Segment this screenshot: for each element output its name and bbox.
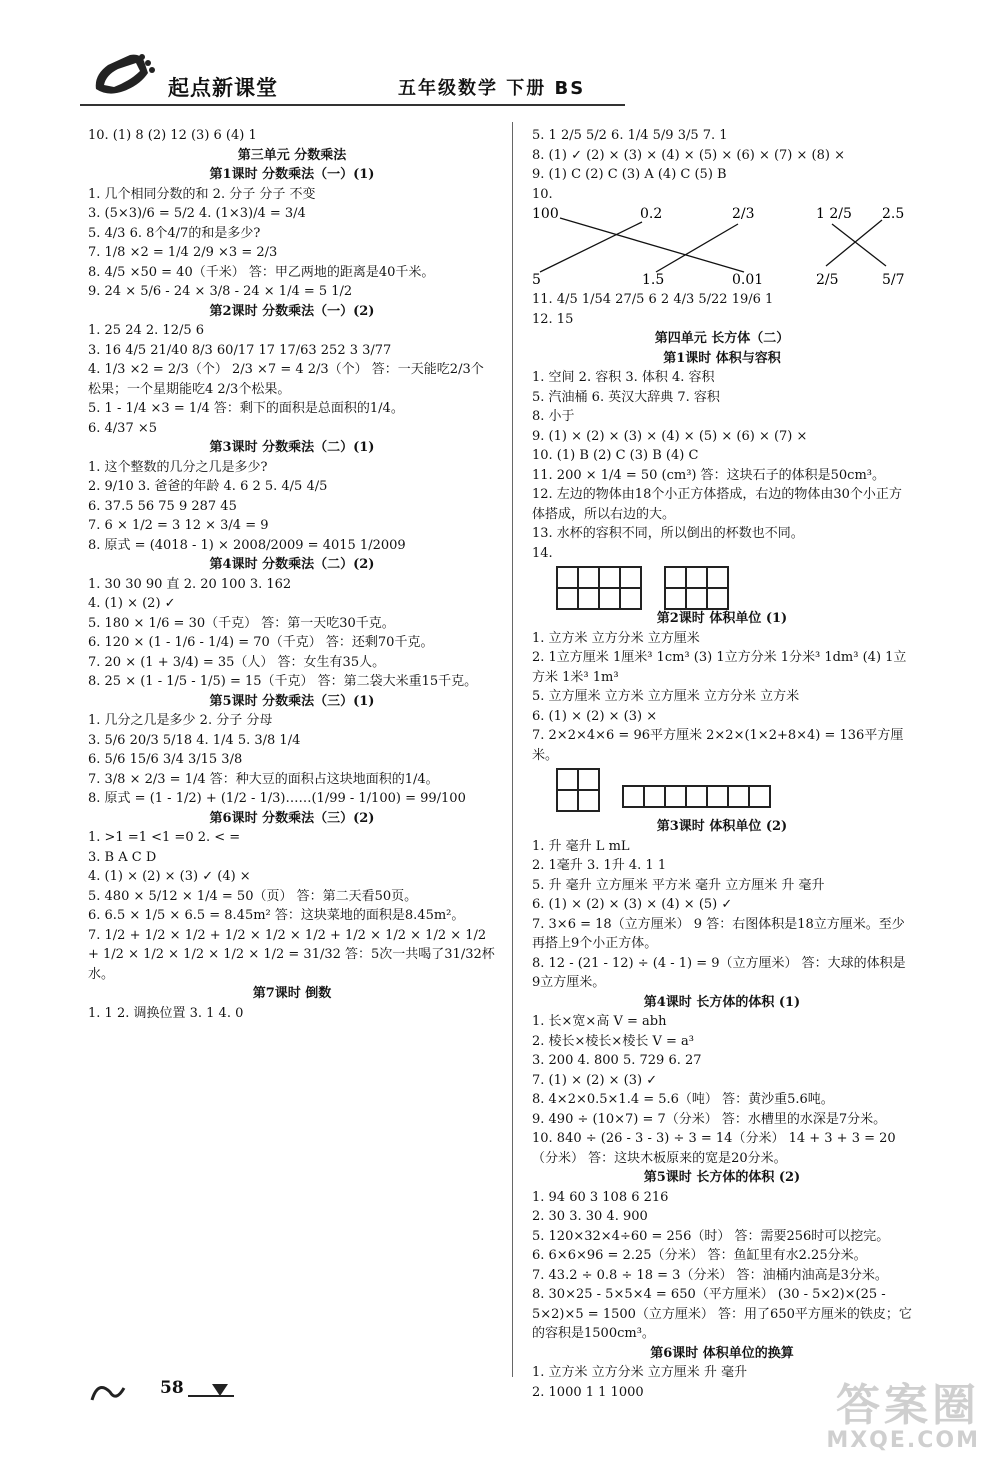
unit-cube	[556, 789, 579, 812]
answer-line: 2. 9/10 3. 爸爸的年龄 4. 6 2 5. 4/5 4/5	[88, 479, 328, 494]
answer-line: 3. 200 4. 800 5. 729 6. 27	[532, 1053, 702, 1068]
answer-line: 4. (1) × (2) × (3) ✓ (4) ×	[88, 869, 251, 884]
match-line-2	[540, 222, 642, 272]
unit-cube	[577, 768, 600, 791]
page-number: 58	[160, 1378, 184, 1398]
answer-line: 1. 立方米 立方分米 立方厘米	[532, 630, 700, 646]
answer-line: 3. B A C D	[88, 849, 157, 865]
answer-line: 6. 6.5 × 1/5 × 6.5 = 8.45m² 答：这块菜地的面积是8.45m²。	[88, 908, 465, 923]
answer-line: 5. 汽油桶 6. 英汉大辞典 7. 容积	[532, 389, 720, 405]
answer-line: 1. 94 60 3 108 6 216	[532, 1189, 669, 1205]
unit-cube	[598, 566, 621, 589]
unit-cube	[664, 566, 687, 589]
subject-title: 五年级数学 下册 BS	[398, 78, 586, 99]
watermark-url: MXQE.COM	[826, 1428, 980, 1453]
unit-cube	[706, 587, 729, 610]
answer-line: 11. 4/5 1/54 27/5 6 2 4/3 5/22 19/6 1	[532, 292, 774, 307]
answer-line: 9. 24 × 5/6 - 24 × 3/8 - 24 × 1/4 = 5 1/2	[88, 284, 353, 299]
match-a-bottom-2: 1.5	[642, 272, 665, 288]
answer-line: 1. >1 =1 <1 =0 2. < =	[88, 830, 241, 845]
header-rule	[80, 104, 625, 106]
answer-line: 7. 3×6 = 18（立方厘米） 9 答：右图体积是18立方厘米。至少再搭上9个小正方体。	[532, 916, 905, 951]
unit-cube	[727, 785, 750, 808]
answer-line: 7. 43.2 ÷ 0.8 ÷ 18 = 3（分米） 答：油桶内油高是3分米。	[532, 1267, 888, 1283]
section-heading: 第7课时 倒数	[252, 986, 332, 1001]
right-column	[532, 126, 912, 1402]
answer-line: 8. 原式 = (4018 - 1) × 2008/2009 = 4015 1/2009	[88, 537, 406, 553]
answer-line: 9. 490 ÷ (10×7) = 7（分米） 答：水槽里的水深是7分米。	[532, 1111, 887, 1127]
answer-line: 10. 840 ÷ (26 - 3 - 3) ÷ 3 = 14（分米） 14 + 3 + 3 = 20（分米） 答：这块木板原来的宽是20分米。	[532, 1131, 896, 1166]
answer-line: 7. 1/2 + 1/2 × 1/2 + 1/2 × 1/2 × 1/2 + 1/2 × 1/2 × 1/2 × 1/2 + 1/2 × 1/2 × 1/2 × 1/2 × 1/2 = 31/32 答：5次一共喝了31/32杯水。	[88, 927, 495, 982]
unit-cube	[556, 587, 579, 610]
cube-figure-1	[556, 566, 912, 606]
right-top-block	[532, 126, 912, 204]
page-header	[80, 40, 960, 110]
right-bottom-block	[532, 609, 912, 765]
answer-line: 5. 立方厘米 立方米 立方厘米 立方分米 立方米	[532, 689, 800, 704]
answer-line: 8. 4/5 ×50 = 40（千米） 答：甲乙两地的距离是40千米。	[88, 264, 435, 280]
answer-line: 10.	[532, 186, 553, 202]
unit-cube	[748, 785, 771, 808]
match-line-3	[656, 224, 738, 272]
match-a-top-3: 2/3	[732, 206, 755, 222]
answer-line: 8. 原式 = (1 - 1/2) + (1/2 - 1/3)……(1/99 - 1/100) = 99/100	[88, 791, 466, 806]
section-heading: 第4课时 长方体的体积 (1)	[643, 994, 801, 1010]
answer-line: 5. 480 × 5/12 × 1/4 = 50（页） 答：第二天看50页。	[88, 888, 418, 904]
section-heading: 第6课时 分数乘法（三）(2)	[209, 810, 375, 826]
answer-line: 8. 12 - (21 - 12) ÷ (4 - 1) = 9（立方厘米） 答：大球的体积是9立方厘米。	[532, 955, 906, 990]
match-a-top-1: 100	[532, 206, 559, 222]
page-footer	[88, 1372, 248, 1408]
answer-line: 1. 25 24 2. 12/5 6	[88, 323, 205, 338]
unit-cube	[706, 785, 729, 808]
answer-line: 3. 5/6 20/3 5/18 4. 1/4 5. 3/8 1/4	[88, 732, 301, 748]
answer-line: 5. 120×32×4÷60 = 256（时） 答：需要256时可以挖完。	[532, 1228, 890, 1244]
unit-cube	[706, 566, 729, 589]
answer-line: 6. 6×6×96 = 2.25（分米） 答：鱼缸里有水2.25分米。	[532, 1248, 867, 1263]
answer-line: 2. 1毫升 3. 1升 4. 1 1	[532, 858, 667, 873]
unit-cube	[577, 789, 600, 812]
answer-line: 8. (1) ✓ (2) × (3) × (4) × (5) × (6) × (7) × (8) ×	[532, 147, 845, 163]
answer-line: 12. 左边的物体由18个小正方体搭成，右边的物体由30个小正方体搭成，所以右边的大。	[532, 487, 902, 522]
unit-cube	[664, 587, 687, 610]
answer-line: 5. 1 2/5 5/2 6. 1/4 5/9 3/5 7. 1	[532, 128, 728, 143]
answer-line: 6. 4/37 ×5	[88, 420, 158, 436]
answer-line: 7. (1) × (2) × (3) ✓	[532, 1072, 658, 1088]
answer-line: 1. 这个整数的几分之几是多少?	[88, 459, 268, 475]
unit-cube	[685, 785, 708, 808]
match-a-top-2: 0.2	[640, 206, 663, 222]
section-heading: 第四单元 长方体（二）	[654, 331, 790, 346]
answer-line: 7. 6 × 1/2 = 3 12 × 3/4 = 9	[88, 518, 269, 533]
section-heading: 第2课时 分数乘法（一）(2)	[209, 303, 375, 319]
section-heading: 第1课时 分数乘法（一）(1)	[209, 167, 375, 182]
match-a-bottom-3: 0.01	[732, 272, 764, 288]
section-heading: 第3课时 分数乘法（二）(1)	[209, 440, 375, 455]
answer-line: 3. (5×3)/6 = 5/2 4. (1×3)/4 = 3/4	[88, 206, 306, 221]
answer-line: 8. 小于	[532, 409, 575, 424]
answer-line: 7. 3/8 × 2/3 = 1/4 答：种大豆的面积占这块地面积的1/4。	[88, 771, 439, 787]
answer-line: 10. (1) 8 (2) 12 (3) 6 (4) 1	[88, 128, 257, 143]
answer-line: 7. 2×2×4×6 = 96平方厘米 2×2×(1×2+8×4) = 136平方厘米。	[532, 728, 904, 763]
unit-cube	[577, 566, 600, 589]
match-a-bottom-1: 5	[532, 272, 541, 288]
answer-line: 6. (1) × (2) × (3) × (4) × (5) ✓	[532, 897, 733, 912]
section-heading: 第1课时 体积与容积	[663, 350, 781, 366]
match-line-4	[832, 224, 886, 266]
answer-line: 13. 水杯的容积不同，所以倒出的杯数也不同。	[532, 526, 804, 541]
answer-line: 1. 升 毫升 L mL	[532, 838, 630, 854]
answer-line: 2. 1000 1 1 1000	[532, 1384, 644, 1400]
answer-line: 5. 180 × 1/6 = 30（千克） 答：第一天吃30千克。	[88, 615, 395, 631]
answer-line: 9. (1) C (2) C (3) A (4) C (5) B	[532, 167, 727, 182]
answer-line: 6. (1) × (2) × (3) ×	[532, 708, 658, 724]
unit-cube	[685, 566, 708, 589]
match-line-5	[826, 220, 882, 266]
unit-cube	[598, 587, 621, 610]
unit-cube	[619, 566, 642, 589]
answer-line: 3. 16 4/5 21/40 8/3 60/17 17 17/63 252 3 3/77	[88, 342, 392, 358]
match-b-top-1: 1 2/5	[816, 206, 852, 222]
answer-line: 1. 立方米 立方分米 立方厘米 升 毫升	[532, 1365, 748, 1380]
unit-cube	[685, 587, 708, 610]
section-heading: 第三单元 分数乘法	[237, 147, 347, 163]
answer-line: 8. 30×25 - 5×5×4 = 650（平方厘米） (30 - 5×2)×(25 - 5×2)×5 = 1500（立方厘米） 答：用了650平方厘米的铁皮；它的容积是1500cm³。	[532, 1287, 912, 1341]
match-line-1	[560, 218, 744, 272]
section-heading: 第3课时 体积单位 (2)	[656, 819, 788, 834]
answer-line: 9. (1) × (2) × (3) × (4) × (5) × (6) × (7) ×	[532, 428, 808, 444]
answer-line: 6. 120 × (1 - 1/6 - 1/4) = 70（千克） 答：还剩70千克。	[88, 635, 434, 650]
answer-line: 2. 1立方厘米 1厘米³ 1cm³ (3) 1立方分米 1分米³ 1dm³ (4) 1立方米 1米³ 1m³	[532, 650, 907, 685]
answer-line: 5. 升 毫升 立方厘米 平方米 毫升 立方厘米 升 毫升	[532, 877, 825, 893]
answer-line: 10. (1) B (2) C (3) B (4) C	[532, 448, 699, 463]
watermark-title: 答案圈	[836, 1380, 980, 1431]
unit-cube	[619, 587, 642, 610]
answer-line: 1. 长×宽×高 V = abh	[532, 1014, 667, 1029]
match-b-bottom-2: 5/7	[882, 272, 905, 288]
answer-line: 5. 1 - 1/4 ×3 = 1/4 答：剩下的面积是总面积的1/4。	[88, 401, 404, 416]
match-b-top-2: 2.5	[882, 206, 905, 222]
answer-line: 7. 1/8 ×2 = 1/4 2/9 ×3 = 2/3	[88, 245, 278, 260]
unit-cube	[664, 785, 687, 808]
unit-cube	[556, 566, 579, 589]
answer-line: 1. 1 2. 调换位置 3. 1 4. 0	[88, 1005, 244, 1021]
answer-line: 8. 25 × (1 - 1/5 - 1/5) = 15（千克） 答：第二袋大米重15千克。	[88, 674, 478, 689]
left-column	[88, 126, 496, 1023]
book-logo-icon	[90, 45, 160, 105]
answer-line: 4. (1) × (2) ✓	[88, 596, 176, 611]
answer-line: 1. 30 30 90 直 2. 20 100 3. 162	[88, 576, 292, 592]
section-heading: 第2课时 体积单位 (1)	[656, 611, 788, 626]
answer-line: 14.	[532, 545, 553, 561]
answer-line: 1. 空间 2. 容积 3. 体积 4. 容积	[532, 370, 715, 385]
column-divider	[512, 122, 513, 1377]
answer-line: 6. 37.5 56 75 9 287 45	[88, 498, 237, 514]
answer-line: 7. 20 × (1 + 3/4) = 35（人） 答：女生有35人。	[88, 654, 386, 670]
answer-line: 2. 30 3. 30 4. 900	[532, 1209, 648, 1224]
brand-title: 起点新课堂	[168, 76, 278, 100]
section-heading: 第5课时 分数乘法（三）(1)	[209, 693, 375, 709]
cube-figure-2	[556, 768, 912, 814]
unit-cube	[556, 768, 579, 791]
right-mid-block	[532, 290, 912, 563]
answer-line: 2. 棱长×棱长×棱长 V = a³	[532, 1033, 694, 1049]
right-end-block	[532, 817, 912, 1402]
unit-cube	[622, 785, 645, 808]
answer-line: 11. 200 × 1/4 = 50 (cm³) 答：这块石子的体积是50cm³。	[532, 467, 885, 483]
match-b-bottom-1: 2/5	[816, 272, 839, 288]
section-heading: 第6课时 体积单位的换算	[650, 1345, 794, 1361]
answer-line: 1. 几个相同分数的和 2. 分子 分子 不变	[88, 186, 316, 202]
unit-cube	[577, 587, 600, 610]
matching-diagram	[532, 204, 912, 290]
watermark	[826, 1380, 980, 1453]
section-heading: 第5课时 长方体的体积 (2)	[643, 1170, 801, 1185]
answer-line: 4. 1/3 ×2 = 2/3（个） 2/3 ×7 = 4 2/3（个） 答：一天能吃2/3个松果；一个星期能吃4 2/3个松果。	[88, 362, 484, 397]
section-heading: 第4课时 分数乘法（二）(2)	[209, 557, 375, 572]
answer-line: 6. 5/6 15/6 3/4 3/15 3/8	[88, 752, 243, 767]
answer-line: 5. 4/3 6. 8个4/7的和是多少?	[88, 225, 261, 241]
answer-line: 12. 15	[532, 311, 574, 327]
answer-line: 8. 4×2×0.5×1.4 = 5.6（吨） 答：黄沙重5.6吨。	[532, 1092, 834, 1107]
unit-cube	[643, 785, 666, 808]
answer-line: 1. 几分之几是多少 2. 分子 分母	[88, 713, 273, 728]
